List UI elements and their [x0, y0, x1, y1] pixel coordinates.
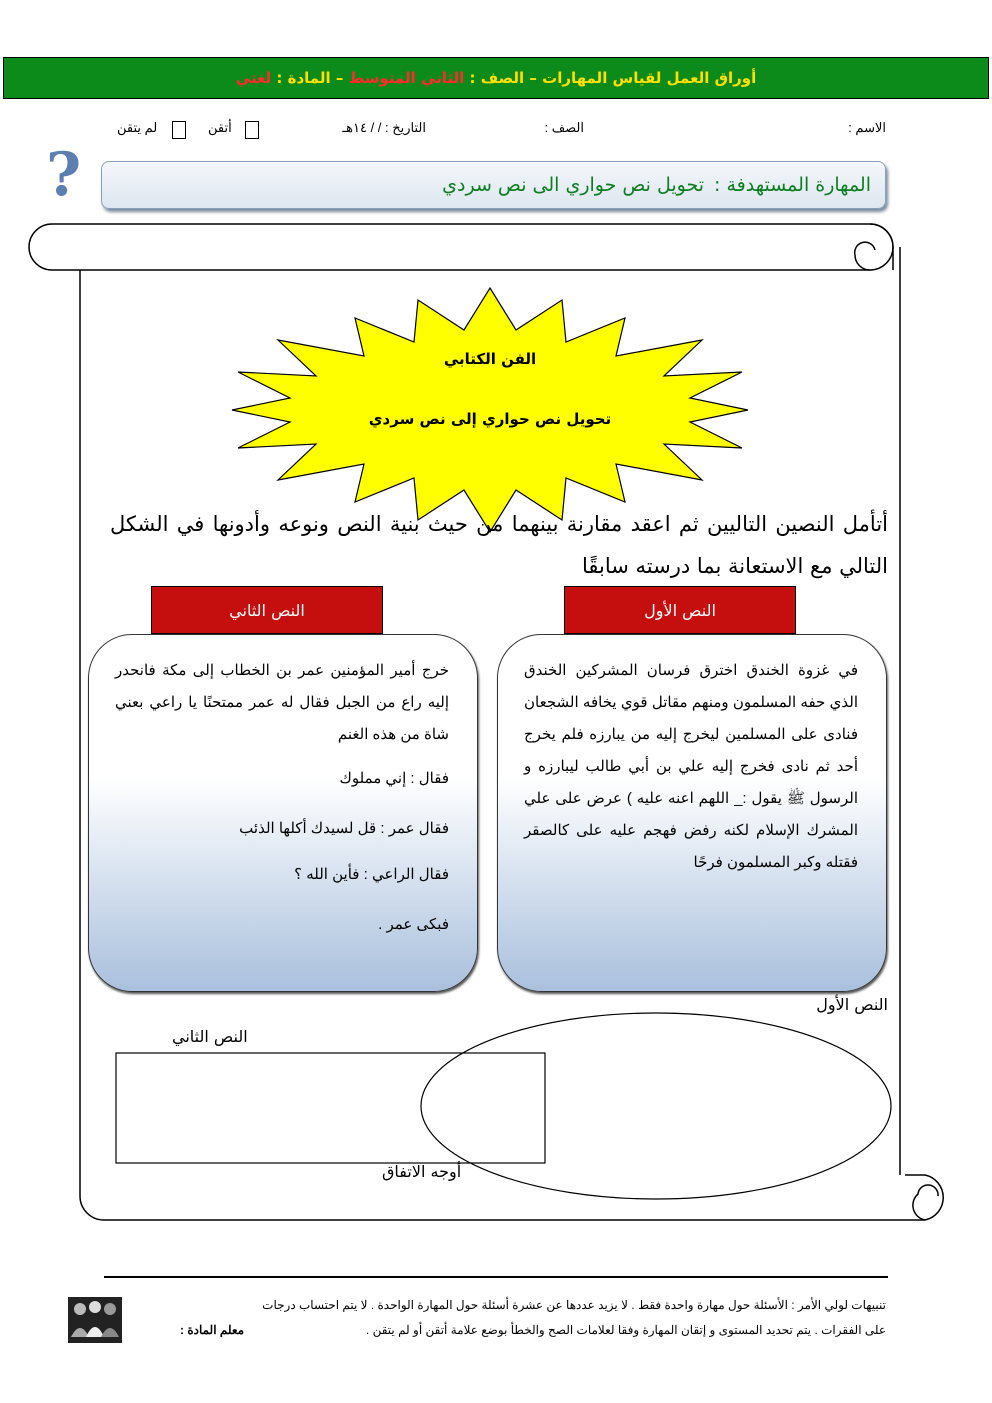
- skill-label: المهارة المستهدفة :: [714, 174, 871, 196]
- banner-title: أوراق العمل لقياس المهارات – الصف : الثاني المتوسط – المادة : لغتي: [235, 69, 757, 87]
- people-icon: [68, 1297, 122, 1343]
- text2-title: النص الثاني: [229, 600, 305, 620]
- text2-title-badge: [151, 586, 383, 634]
- teacher-label: معلم المادة :: [180, 1323, 245, 1337]
- text1-title-badge: [564, 586, 796, 634]
- footer-note-line2: على الفقرات . يتم تحديد المستوى و إتقان المهارة وفقا لعلامات الصح والخطأ بوضع علامة أتقن أو لم يتقن .: [365, 1323, 886, 1337]
- instruction-text: أتأمل النصين التاليين ثم اعقد مقارنة بينهما من حيث بنية النص ونوعه وأدونها في الشكل التالي مع الاستعانة بما درسته سابقًا: [110, 512, 888, 578]
- text2-intro: خرج أمير المؤمنين عمر بن الخطاب إلى مكة فانحدر إليه راع من الجبل فقال له عمر ممتحنًا يا راعي بعني شاة من هذه الغنم: [115, 662, 449, 743]
- question-mark-icon: ?: [46, 140, 82, 210]
- burst-subtitle: تحويل نص حواري إلى نص سردي: [368, 410, 612, 428]
- text2-panel: [88, 634, 478, 992]
- text2-line2: فقال عمر : قل لسيدك أكلها الذئب: [239, 820, 449, 837]
- mastered-label: أتقن: [208, 120, 232, 135]
- not-mastered-label: لم يتقن: [117, 120, 158, 135]
- text2-line3: فقال الراعي : فأين الله ؟: [294, 866, 449, 883]
- burst-title: الفن الكتابي: [443, 350, 537, 368]
- first-text-ellipse: [421, 1013, 891, 1199]
- footer-note-line1: تنبيهات لولي الأمر : الأسئلة حول مهارة واحدة فقط . لا يزيد عددها عن عشرة أسئلة حول المهارة الواحدة . لا يتم احتساب درجات: [262, 1298, 886, 1312]
- text1-body: في غزوة الخندق اخترق فرسان المشركين الخندق الذي حفه المسلمون ومنهم مقاتل قوي يخافه الشجعان فنادى على المسلمين ليخرج إليه من يبارزه فلم يخرج أحد ثم نادى فخرج إليه علي بن أبي طالب ليبارزه و الرسول ﷺ يقول :_ اللهم اعنه عليه ) عرض على علي المشرك الإسلام لكنه رفض فهجم عليه على كالصقر فقتله وكبر المسلمون فرحًا: [524, 662, 858, 871]
- common-label: أوجه الاتفاق: [382, 1162, 462, 1181]
- skill-value: تحويل نص حواري الى نص سردي: [442, 174, 705, 196]
- first-text-label: النص الأول: [816, 995, 888, 1014]
- second-text-label: النص الثاني: [172, 1027, 248, 1046]
- text1-panel: [497, 634, 887, 992]
- class-label: الصف :: [544, 120, 584, 135]
- footer-divider: [104, 1276, 888, 1278]
- second-text-rectangle: [116, 1053, 545, 1163]
- name-label: الاسم :: [848, 120, 886, 135]
- text1-title: النص الأول: [644, 600, 716, 620]
- text2-line1: فقال : إني مملوك: [339, 770, 449, 787]
- text2-line4: فبكى عمر .: [378, 916, 449, 933]
- date-label: التاريخ : / / ١٤هـ: [342, 120, 426, 135]
